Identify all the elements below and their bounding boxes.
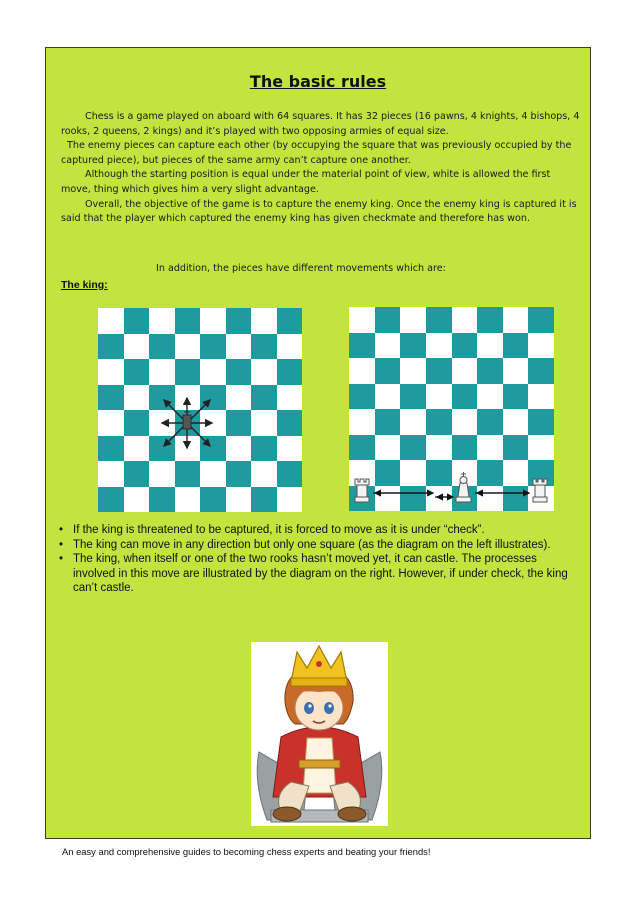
board-square <box>503 333 529 359</box>
board-square <box>149 487 175 513</box>
board-square <box>251 487 277 513</box>
intro-paragraph-1: Chess is a game played on aboard with 64 squares. It has 32 pieces (16 pawns, 4 knights, 4 bishops, 4 rooks, 2 queens, 2 kings) and it’s played with two opposing armies of equal size. <box>61 111 580 137</box>
board-square <box>200 436 226 462</box>
board-square <box>226 334 252 360</box>
castling-board <box>349 307 554 511</box>
king-subheading: The king: <box>61 279 108 291</box>
board-square <box>124 334 150 360</box>
board-square <box>175 410 201 436</box>
board-square <box>528 333 554 359</box>
board-square <box>375 307 401 333</box>
board-square <box>175 385 201 411</box>
board-square <box>503 486 529 512</box>
board-square <box>400 384 426 410</box>
board-square <box>528 460 554 486</box>
board-square <box>98 487 124 513</box>
board-square <box>426 435 452 461</box>
board-square <box>452 435 478 461</box>
board-square <box>149 334 175 360</box>
board-square <box>503 435 529 461</box>
board-square <box>175 461 201 487</box>
footer-text: An easy and comprehensive guides to becoming chess experts and beating your friends! <box>62 846 431 857</box>
board-square <box>503 358 529 384</box>
board-square <box>98 334 124 360</box>
board-square <box>375 358 401 384</box>
board-square <box>226 410 252 436</box>
board-square <box>124 436 150 462</box>
board-square <box>375 333 401 359</box>
board-square <box>226 308 252 334</box>
board-square <box>452 384 478 410</box>
board-square <box>477 486 503 512</box>
board-square <box>477 384 503 410</box>
board-square <box>375 460 401 486</box>
board-square <box>200 308 226 334</box>
list-item: • The king can move in any direction but only one square (as the diagram on the left illustrates). <box>59 538 551 551</box>
board-square <box>175 308 201 334</box>
board-square <box>175 487 201 513</box>
board-square <box>477 460 503 486</box>
board-square <box>426 460 452 486</box>
board-square <box>251 359 277 385</box>
board-square <box>477 435 503 461</box>
board-square <box>124 487 150 513</box>
board-square <box>124 461 150 487</box>
board-square <box>200 334 226 360</box>
board-square <box>400 460 426 486</box>
king-rules-list <box>58 523 572 596</box>
board-square <box>349 486 375 512</box>
board-square <box>349 409 375 435</box>
board-square <box>251 461 277 487</box>
board-square <box>426 384 452 410</box>
board-square <box>375 435 401 461</box>
board-square <box>349 358 375 384</box>
board-square <box>98 385 124 411</box>
board-square <box>503 409 529 435</box>
board-square <box>452 358 478 384</box>
board-square <box>149 461 175 487</box>
board-square <box>149 359 175 385</box>
cartoon-king-icon <box>251 642 388 826</box>
board-square <box>98 461 124 487</box>
board-square <box>400 307 426 333</box>
list-item: • If the king is threatened to be captured, it is forced to move as it is under “check”. <box>59 524 485 536</box>
board-square <box>200 461 226 487</box>
board-square <box>175 334 201 360</box>
board-square <box>124 385 150 411</box>
board-square <box>400 333 426 359</box>
board-square <box>426 486 452 512</box>
board-square <box>452 486 478 512</box>
board-square <box>175 436 201 462</box>
board-square <box>149 436 175 462</box>
board-square <box>277 487 303 513</box>
board-square <box>452 333 478 359</box>
board-square <box>251 410 277 436</box>
board-square <box>277 334 303 360</box>
board-square <box>98 308 124 334</box>
board-square <box>477 307 503 333</box>
intro-paragraph-2: The enemy pieces can capture each other (by occupying the square that was previously occupied by the captured piece), but pieces of the same army can’t capture one another. <box>61 140 572 166</box>
board-square <box>349 460 375 486</box>
board-square <box>375 384 401 410</box>
board-square <box>349 384 375 410</box>
board-square <box>426 358 452 384</box>
board-square <box>226 461 252 487</box>
board-square <box>124 410 150 436</box>
board-square <box>226 359 252 385</box>
page-title: The basic rules <box>249 72 387 91</box>
board-square <box>251 308 277 334</box>
list-item: • The king, when itself or one of the two rooks hasn’t moved yet, it can castle. The processes involved in this move are illustrated by the diagram on the right. However, if under check, the king can’t castle. <box>59 553 568 594</box>
board-square <box>477 409 503 435</box>
board-square <box>503 460 529 486</box>
board-square <box>200 385 226 411</box>
board-square <box>452 307 478 333</box>
board-square <box>528 409 554 435</box>
king-movement-board <box>98 308 302 512</box>
board-square <box>98 359 124 385</box>
king-illustration <box>251 642 388 826</box>
board-square <box>349 435 375 461</box>
board-square <box>375 409 401 435</box>
board-square <box>277 385 303 411</box>
content-panel <box>45 47 591 839</box>
intro-paragraph-4: Overall, the objective of the game is to capture the enemy king. Once the enemy king is captured it is said that the player which captured the enemy king has given checkmate and therefore has won. <box>61 198 577 225</box>
board-square <box>426 307 452 333</box>
board-square <box>375 486 401 512</box>
board-square <box>426 333 452 359</box>
board-square <box>400 358 426 384</box>
board-square <box>452 409 478 435</box>
board-square <box>124 359 150 385</box>
board-square <box>452 460 478 486</box>
board-square <box>277 461 303 487</box>
board-square <box>124 308 150 334</box>
bullet-symbol: • <box>59 538 64 551</box>
board-square <box>528 486 554 512</box>
board-square <box>477 358 503 384</box>
board-square <box>175 359 201 385</box>
board-square <box>349 333 375 359</box>
board-square <box>149 308 175 334</box>
intro-paragraph-3: Although the starting position is equal under the material point of view, white is allowed the first move, thing which gives him a very slight advantage. <box>61 169 551 195</box>
movement-intro: In addition, the pieces have different movements which are: <box>156 263 446 274</box>
board-square <box>477 333 503 359</box>
board-square <box>528 384 554 410</box>
board-square <box>426 409 452 435</box>
board-square <box>200 410 226 436</box>
board-square <box>503 307 529 333</box>
bullet-symbol: • <box>59 524 64 536</box>
board-square <box>251 436 277 462</box>
board-square <box>226 385 252 411</box>
board-square <box>400 435 426 461</box>
intro-text <box>61 110 580 227</box>
board-square <box>277 359 303 385</box>
board-square <box>528 307 554 333</box>
board-square <box>226 487 252 513</box>
board-square <box>251 385 277 411</box>
board-square <box>528 435 554 461</box>
board-square <box>200 359 226 385</box>
board-square <box>251 334 277 360</box>
board-square <box>277 308 303 334</box>
bullet-symbol: • <box>59 553 64 565</box>
board-square <box>277 436 303 462</box>
board-square <box>149 385 175 411</box>
board-square <box>349 307 375 333</box>
board-square <box>400 486 426 512</box>
board-square <box>503 384 529 410</box>
board-square <box>226 436 252 462</box>
board-square <box>528 358 554 384</box>
board-square <box>149 410 175 436</box>
board-square <box>200 487 226 513</box>
board-square <box>98 410 124 436</box>
board-square <box>400 409 426 435</box>
board-square <box>98 436 124 462</box>
board-square <box>277 410 303 436</box>
